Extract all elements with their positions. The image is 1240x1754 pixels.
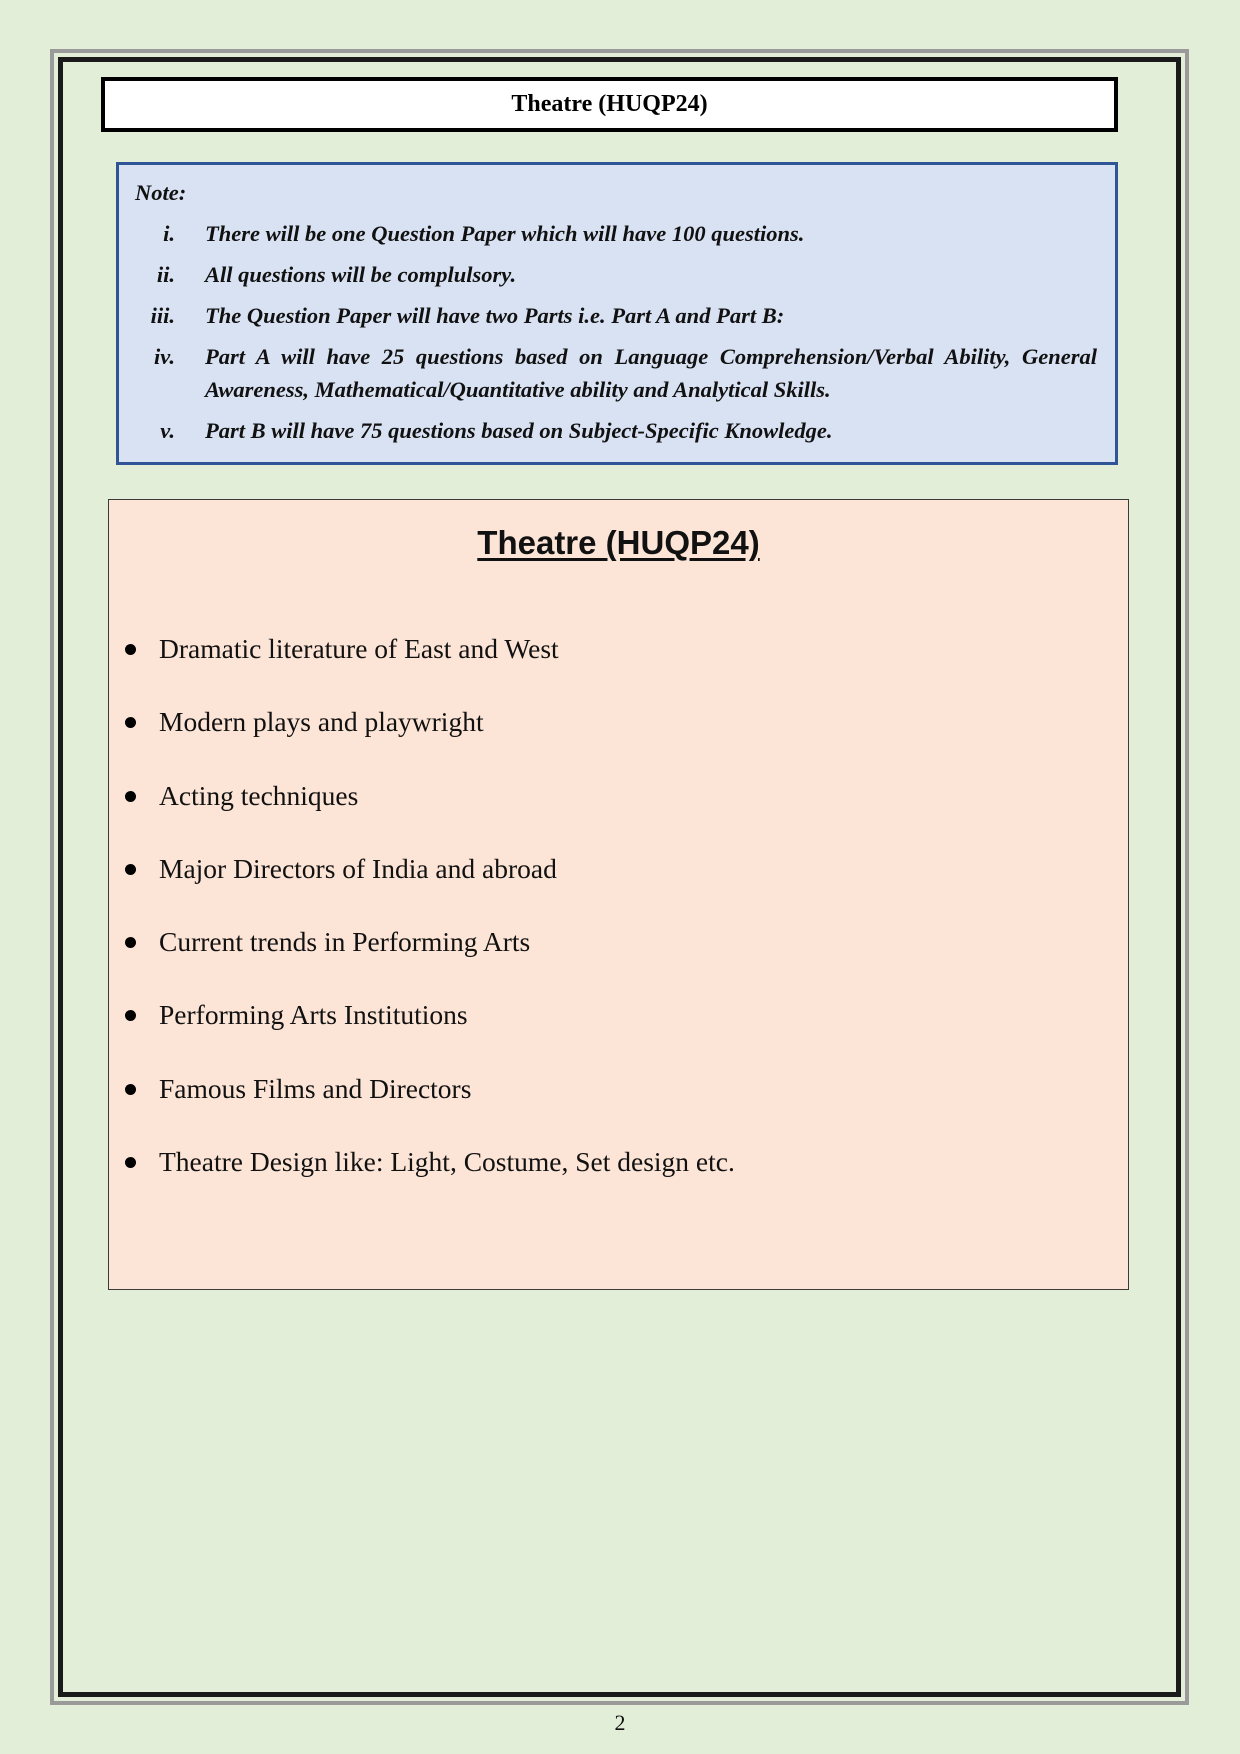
topic-item [109,851,1128,924]
topic-item [109,778,1128,851]
note-item [135,414,1097,447]
topic-item [109,997,1128,1070]
note-item [135,299,1097,332]
bullet-icon [125,644,136,655]
note-item-text: All questions will be complulsory. [205,262,517,287]
note-item [135,258,1097,291]
topic-item [109,1071,1128,1144]
note-item-text: There will be one Question Paper which will have 100 questions. [205,221,805,246]
topic-text: Famous Films and Directors [159,1072,472,1104]
topic-text: Major Directors of India and abroad [159,852,557,884]
bullet-icon [125,1010,136,1021]
note-item-number: ii. [156,262,175,287]
header-title: Theatre (HUQP24) [511,91,708,117]
topic-text: Current trends in Performing Arts [159,926,531,958]
note-item-number: iii. [150,303,175,328]
topic-text: Modern plays and playwright [159,706,484,738]
note-box [116,162,1118,465]
topic-item [109,631,1128,704]
bullet-icon [125,1157,136,1168]
page-number: 2 [614,1710,626,1735]
bullet-icon [125,791,136,802]
bullet-icon [125,717,136,728]
topic-list [109,631,1128,1217]
note-item-text: Part B will have 75 questions based on Subject-Specific Knowledge. [205,418,833,443]
note-item-number: i. [163,221,175,246]
topic-text: Acting techniques [159,779,359,811]
topic-text: Performing Arts Institutions [159,999,468,1031]
topic-item [109,1144,1128,1217]
bullet-icon [125,937,136,948]
topic-text: Dramatic literature of East and West [159,633,559,664]
note-item-number: v. [160,418,175,443]
topic-text: Theatre Design like: Light, Costume, Set design etc. [159,1146,735,1178]
note-item [135,340,1097,406]
syllabus-title: Theatre (HUQP24) [477,524,760,561]
note-item-text: The Question Paper will have two Parts i.e. Part A and Part B: [205,303,785,328]
topic-item [109,924,1128,997]
note-item [135,217,1097,250]
note-item-text: Part A will have 25 questions based on Language Comprehension/Verbal Ability, General Awareness, Mathematical/Quantitative ability and Analytical Skills. [205,344,1097,402]
bullet-icon [125,1084,136,1095]
topic-item [109,704,1128,777]
note-item-number: iv. [153,344,175,369]
header-box [101,77,1118,132]
syllabus-box [108,499,1129,1290]
note-label: Note: [135,180,187,205]
bullet-icon [125,864,136,875]
